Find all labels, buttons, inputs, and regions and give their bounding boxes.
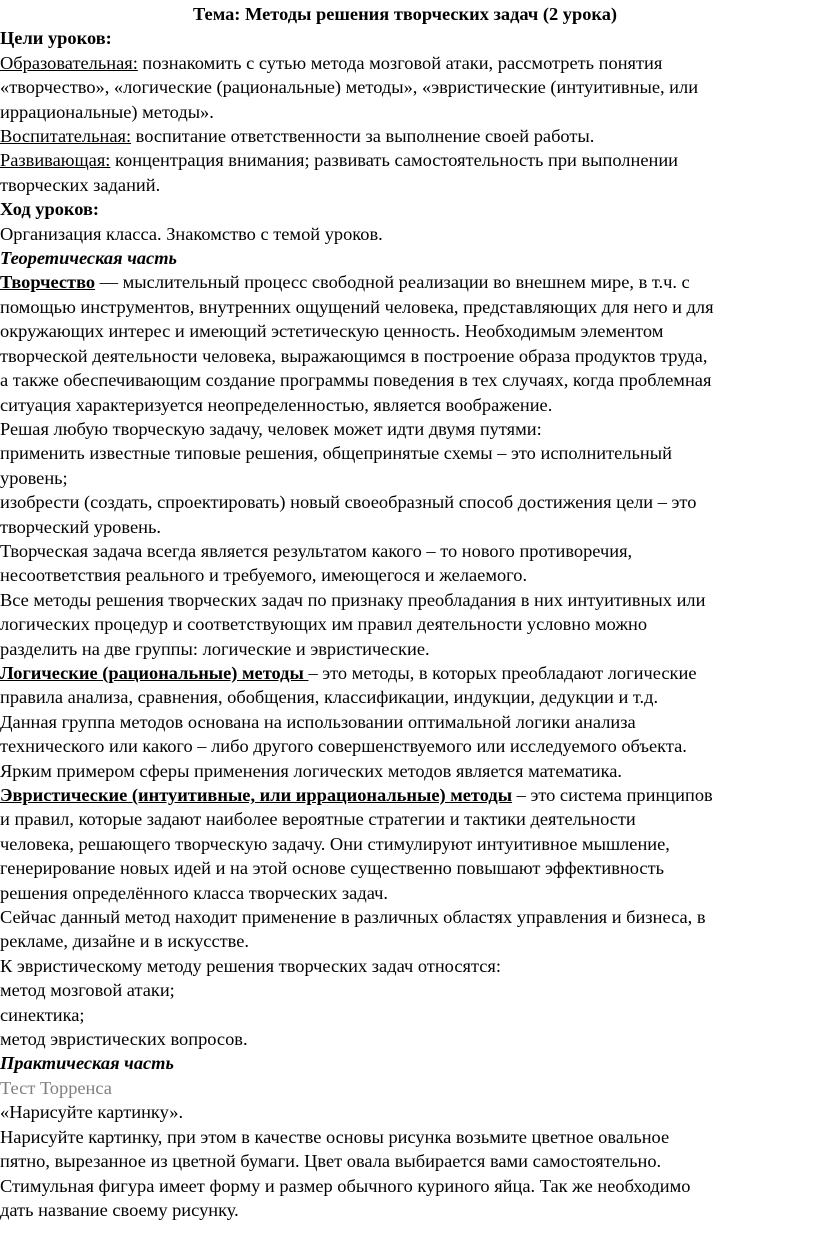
logical-methods-term: Логические (рациональные) методы [0,662,309,683]
paragraph-line: Сейчас данный метод находит применение в различных областях управления и бизнеса, в [0,907,706,928]
paragraph-line: Нарисуйте картинку, при этом в качестве основы рисунка возьмите цветное овальное [0,1126,670,1147]
logical-methods-text: – это методы, в которых преобладают логические [308,662,697,683]
paragraph-line: логических процедур и соответствующих им правил деятельности условно можно [0,614,648,635]
creativity-term: Творчество [0,272,96,293]
paragraph-line: а также обеспечивающим создание программы поведения в тех случаях, когда проблемная [0,370,712,391]
goal-educational-text: познакомить с сутью метода мозговой атаки, рассмотреть понятия [137,52,663,73]
paragraph-line: генерирование новых идей и на этой основе существенно повышают эффективность [0,858,665,879]
goal-upbringing-label: Воспитательная: [0,126,132,147]
heuristic-methods-definition [0,783,810,807]
paragraph-line: творческий уровень. [0,516,161,537]
path-item: применить известные типовые решения, общепринятые схемы – это исполнительный [0,443,672,464]
paragraph-line: решения определённого класса творческих задач. [0,882,388,903]
paragraph-line: Все методы решения творческих задач по признаку преобладания в них интуитивных или [0,589,706,610]
creativity-definition [0,270,810,294]
document-title: Тема: Методы решения творческих задач (2 урока) [192,4,618,24]
paragraph-line: правила анализа, сравнения, обобщения, классификации, индукции, дедукции и т.д. [0,687,659,708]
paragraph-line: Стимульная фигура имеет форму и размер обычного куриного яйца. Так же необходимо [0,1175,691,1196]
goal-educational [0,51,810,75]
goal-developing-text: концентрация внимания; развивать самостоятельность при выполнении [110,150,679,171]
paragraph-line: рекламе, дизайне и в искусстве. [0,931,249,952]
paragraph-line: Ярким примером сферы применения логических методов является математика. [0,760,622,781]
paragraph-line: разделить на две группы: логические и эвристические. [0,638,430,659]
paragraph-line: несоответствия реального и требуемого, имеющегося и желаемого. [0,565,528,586]
paths-intro: Решая любую творческую задачу, человек может идти двумя путями: [0,418,542,439]
paragraph-line: и правил, которые задают наиболее вероятные стратегии и тактики деятельности [0,809,636,830]
paragraph-line: Творческая задача всегда является результатом какого – то нового противоречия, [0,540,633,561]
creativity-text: — мыслительный процесс свободной реализации во внешнем мире, в т.ч. с [95,272,690,293]
draw-task-title: «Нарисуйте картинку». [0,1102,184,1123]
paragraph-line: творческих заданий. [0,174,161,195]
paragraph-line: окружающих интерес и имеющий эстетическую ценность. Необходимым элементом [0,321,664,342]
paragraph-line: «творчество», «логические (рациональные) методы», «эвристические (интуитивные, или [0,77,699,98]
heuristic-methods-term: Эвристические (интуитивные, или иррациональные) методы [0,785,513,805]
paragraph-line: помощью инструментов, внутренних ощущений человека, представляющих для него и для [0,296,714,317]
goal-developing [0,148,810,172]
paragraph-line: дать название своему рисунку. [0,1199,239,1220]
practice-heading: Практическая часть [0,1053,174,1074]
path-item: изобрести (создать, спроектировать) новый своеобразный способ достижения цели – это [0,492,697,513]
torrance-test-label: Тест Торренса [0,1077,112,1098]
theory-heading: Теоретическая часть [0,248,177,269]
list-item: метод мозговой атаки; [0,980,175,1001]
goals-heading: Цели уроков: [0,28,112,49]
paragraph-line: технического или какого – либо другого совершенствуемого или исследуемого объекта. [0,736,687,757]
paragraph-line: ситуация характеризуется неопределенностью, является воображение. [0,394,553,415]
organization-line: Организация класса. Знакомство с темой уроков. [0,223,383,244]
paragraph-line: пятно, вырезанное из цветной бумаги. Цвет овала выбирается вами самостоятельно. [0,1151,662,1172]
paragraph-line: творческой деятельности человека, выражающимся в построение образа продуктов труда, [0,345,708,366]
heuristic-list-intro: К эвристическому методу решения творческих задач относятся: [0,955,501,976]
paragraph-line: человека, решающего творческую задачу. Они стимулируют интуитивное мышление, [0,833,670,854]
goal-educational-label: Образовательная: [0,52,138,73]
goal-upbringing-text: воспитание ответственности за выполнение своей работы. [131,126,595,147]
progress-heading: Ход уроков: [0,199,100,220]
heuristic-methods-text: – это система принципов [512,785,713,805]
list-item: метод эвристических вопросов. [0,1029,248,1050]
goal-developing-label: Развивающая: [0,150,111,171]
logical-methods-definition [0,661,810,685]
paragraph-line: уровень; [0,467,68,488]
paragraph-line: иррациональные) методы». [0,101,214,122]
goal-upbringing [0,124,810,148]
list-item: синектика; [0,1004,85,1025]
paragraph-line: Данная группа методов основана на использовании оптимальной логики анализа [0,711,636,732]
